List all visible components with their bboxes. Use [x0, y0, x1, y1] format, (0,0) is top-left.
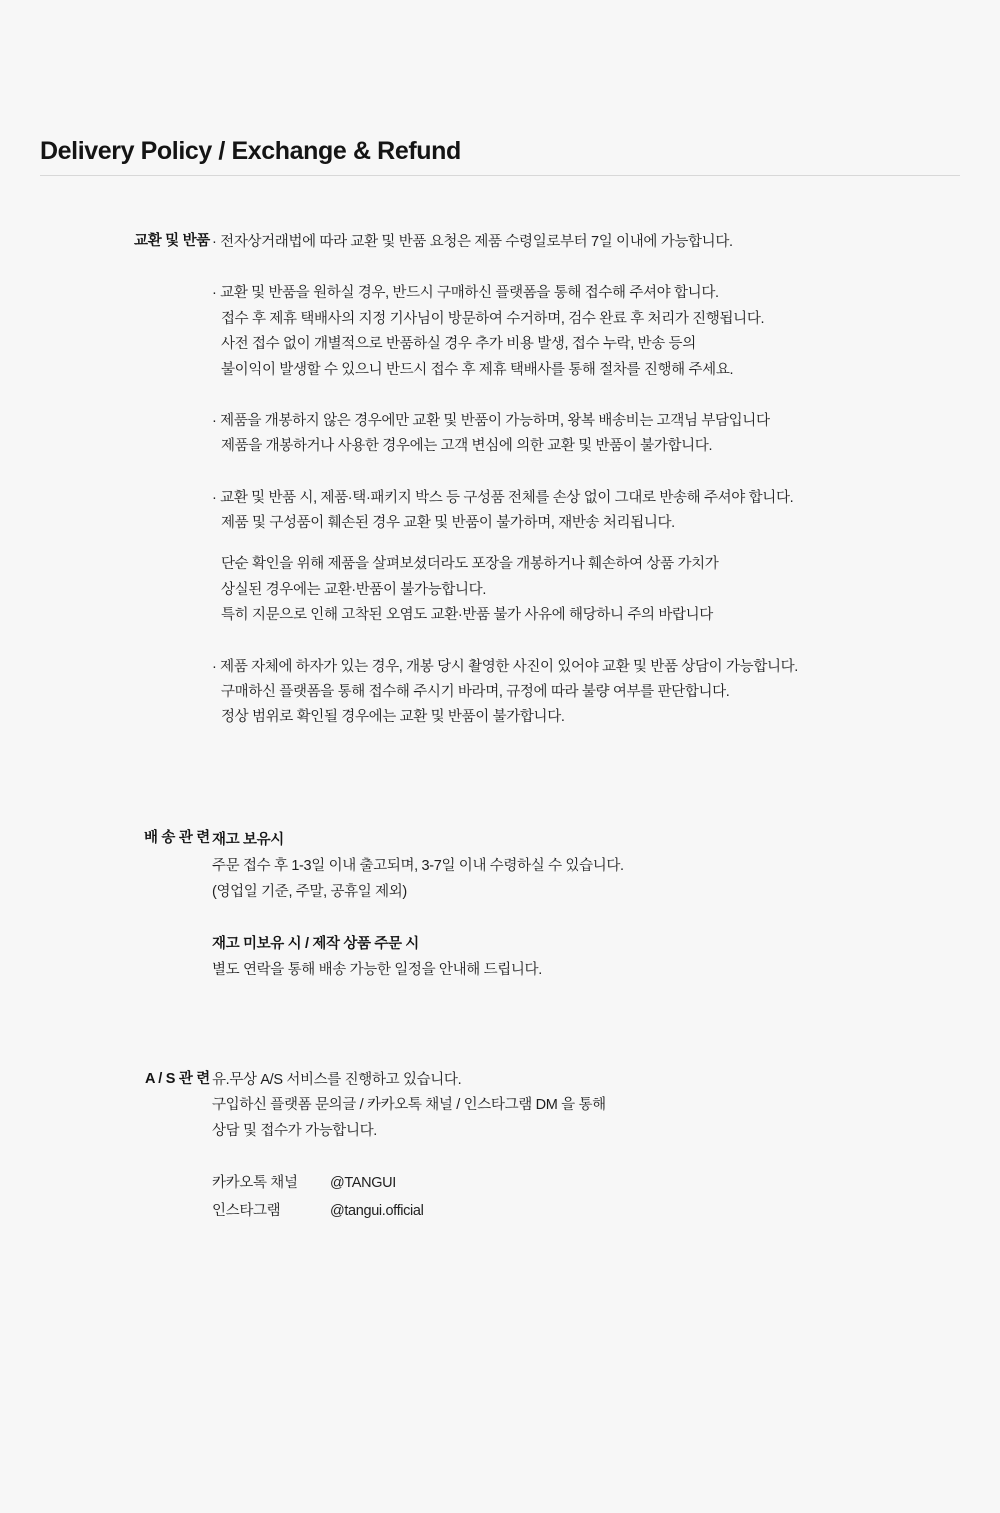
paragraph-line: · 교환 및 반품 시, 제품·택·패키지 박스 등 구성품 전체를 손상 없이 그대로 반송해 주셔야 합니다.	[212, 489, 794, 506]
section-body-delivery	[212, 827, 952, 984]
paragraph-line: 제품 및 구성품이 훼손된 경우 교환 및 반품이 불가하며, 재반송 처리됩니다.	[221, 515, 675, 531]
policy-content	[0, 230, 1000, 1225]
contact-list	[212, 1170, 952, 1225]
paragraph-line: 특히 지문으로 인해 고착된 오염도 교환·반품 불가 사유에 해당하니 주의 바랍니다	[221, 607, 713, 624]
section-delivery	[0, 827, 1000, 984]
paragraph-line: 유.무상 A/S 서비스를 진행하고 있습니다.	[212, 1071, 462, 1088]
page-title: Delivery Policy / Exchange & Refund	[40, 136, 461, 165]
paragraph-line: 제품을 개봉하거나 사용한 경우에는 고객 변심에 의한 교환 및 반품이 불가합니다.	[221, 438, 713, 455]
paragraph-line: · 제품 자체에 하자가 있는 경우, 개봉 당시 촬영한 사진이 있어야 교환 및 반품 상담이 가능합니다.	[212, 658, 798, 675]
section-body-as-service	[212, 1068, 952, 1225]
paragraph-line: 접수 후 제휴 택배사의 지정 기사님이 방문하여 수거하며, 검수 완료 후 처리가 진행됩니다.	[221, 310, 765, 327]
contact-value: @tangui.official	[330, 1202, 424, 1219]
section-label-exchange-refund: 교환 및 반품	[134, 233, 210, 249]
contact-instagram	[212, 1198, 952, 1226]
paragraph	[212, 1068, 952, 1144]
paragraph-line: · 전자상거래법에 따라 교환 및 반품 요청은 제품 수령일로부터 7일 이내에 가능합니다.	[212, 234, 733, 250]
paragraph-line: 상실된 경우에는 교환·반품이 불가능합니다.	[221, 581, 487, 598]
contact-label: 인스타그램	[212, 1202, 281, 1219]
block-line: (영업일 기준, 주말, 공휴일 제외)	[212, 883, 407, 900]
title-divider	[40, 175, 960, 176]
block-line: 별도 연락을 통해 배송 가능한 일정을 안내해 드립니다.	[212, 962, 542, 979]
block-heading: 재고 미보유 시 / 제작 상품 주문 시	[212, 935, 419, 952]
paragraph-line: 구입하신 플랫폼 문의글 / 카카오톡 채널 / 인스타그램 DM 을 통해	[212, 1097, 606, 1114]
paragraph-line: 구매하신 플랫폼을 통해 접수해 주시기 바라며, 규정에 따라 불량 여부를 판단합니다.	[221, 683, 730, 700]
paragraph	[212, 655, 952, 731]
paragraph-line: 정상 범위로 확인될 경우에는 교환 및 반품이 불가합니다.	[221, 709, 565, 726]
delivery-block-made-to-order	[212, 931, 952, 984]
paragraph	[212, 230, 952, 255]
section-spacer	[0, 984, 1000, 1068]
section-spacer	[0, 731, 1000, 827]
section-as-service	[0, 1068, 1000, 1225]
paragraph-line: · 제품을 개봉하지 않은 경우에만 교환 및 반품이 가능하며, 왕복 배송비는 고객님 부담입니다	[212, 412, 770, 429]
contact-value: @TANGUI	[330, 1174, 396, 1191]
contact-label: 카카오톡 채널	[212, 1174, 298, 1191]
paragraph-line: 사전 접수 없이 개별적으로 반품하실 경우 추가 비용 발생, 접수 누락, 반송 등의	[221, 336, 696, 353]
contact-kakao	[212, 1170, 952, 1198]
paragraph-line: 상담 및 접수가 가능합니다.	[212, 1122, 377, 1139]
section-body-exchange-refund	[212, 230, 952, 731]
paragraph	[212, 486, 952, 629]
section-exchange-refund	[0, 230, 1000, 731]
paragraph	[212, 281, 952, 383]
block-heading: 재고 보유시	[212, 831, 284, 848]
delivery-block-in-stock	[212, 827, 952, 905]
block-line: 주문 접수 후 1-3일 이내 출고되며, 3-7일 이내 수령하실 수 있습니다.	[212, 858, 624, 875]
paragraph	[212, 409, 952, 460]
paragraph-line: 단순 확인을 위해 제품을 살펴보셨더라도 포장을 개봉하거나 훼손하여 상품 가치가	[221, 556, 719, 573]
section-label-delivery: 배 송 관 련	[143, 829, 210, 846]
paragraph-line: 불이익이 발생할 수 있으니 반드시 접수 후 제휴 택배사를 통해 절차를 진행해 주세요.	[221, 361, 734, 378]
section-label-as-service: A / S 관 련	[144, 1070, 210, 1087]
paragraph-line: · 교환 및 반품을 원하실 경우, 반드시 구매하신 플랫폼을 통해 접수해 주셔야 합니다.	[212, 285, 719, 302]
